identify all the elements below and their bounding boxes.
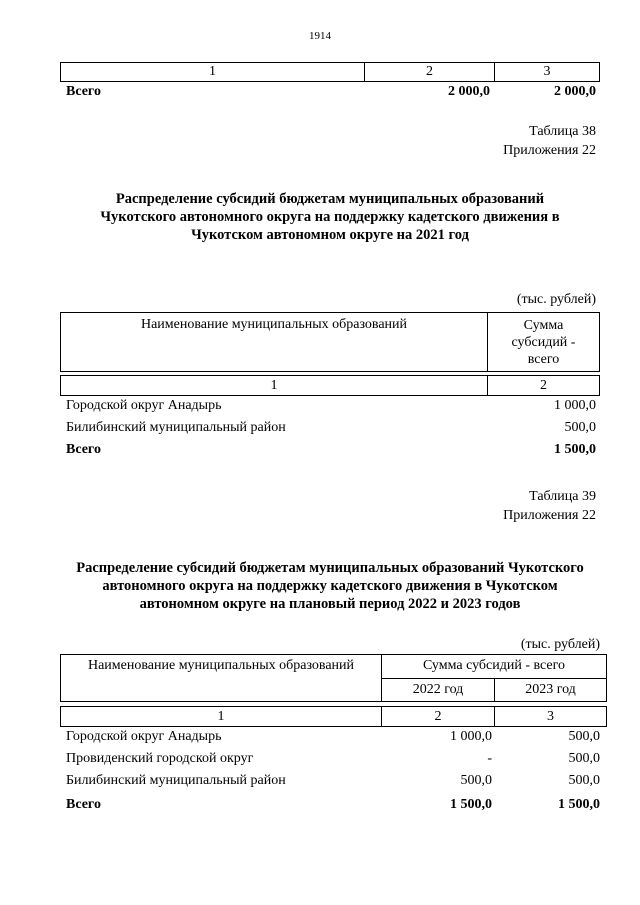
table-39-row-2-2022: - — [487, 751, 492, 766]
table-38-header-name: Наименование муниципальных образований — [60, 312, 488, 372]
table-38-row-1-name: Городской округ Анадырь — [66, 398, 222, 413]
table-38-total-label: Всего — [66, 442, 101, 457]
table-38-header-sum-line-2: субсидий - — [511, 335, 576, 350]
table-39-units: (тыс. рублей) — [520, 637, 600, 652]
table-38-units: (тыс. рублей) — [516, 292, 596, 307]
table-39-total-label: Всего — [66, 797, 101, 812]
table-39-total-2022: 1 500,0 — [450, 797, 492, 812]
table-39-row-3-name: Билибинский муниципальный район — [66, 773, 286, 788]
table-38-num-col-2: 2 — [487, 375, 600, 396]
top-table-col-2: 2 — [364, 62, 495, 82]
top-table-total-label: Всего — [66, 84, 101, 99]
top-table-total-value-2: 2 000,0 — [554, 84, 596, 99]
table-38-num-col-1: 1 — [60, 375, 488, 396]
table-38-title-line-3: Чукотском автономном округе на 2021 год — [191, 227, 469, 243]
table-39-total-2023: 1 500,0 — [558, 797, 600, 812]
table-39-header-name: Наименование муниципальных образований — [60, 654, 382, 702]
table-38-appendix: Приложения 22 — [503, 143, 596, 158]
table-39-row-3-2023: 500,0 — [568, 773, 600, 788]
table-39-header-sum: Сумма субсидий - всего — [381, 654, 607, 679]
top-table-col-3: 3 — [494, 62, 600, 82]
table-39-num-col-3: 3 — [494, 706, 607, 727]
table-38-row-1-value: 1 000,0 — [554, 398, 596, 413]
table-38-caption: Таблица 38 — [529, 124, 596, 139]
table-38-header-sum — [487, 312, 600, 372]
table-38-title-line-2: Чукотского автономного округа на поддержку кадетского движения в — [100, 209, 560, 225]
table-39-row-3-2022: 500,0 — [460, 773, 492, 788]
table-38-title-line-1: Распределение субсидий бюджетам муниципальных образований — [115, 191, 545, 207]
table-39-row-2-name: Провиденский городской округ — [66, 751, 254, 766]
table-38-total-value: 1 500,0 — [554, 442, 596, 457]
table-39-row-1-2022: 1 000,0 — [450, 729, 492, 744]
table-38-header-sum-line-3: всего — [527, 352, 560, 367]
table-39-num-col-2: 2 — [381, 706, 495, 727]
table-39-title-line-3: автономном округе на плановый период 2022 и 2023 годов — [139, 596, 521, 612]
table-39-appendix: Приложения 22 — [503, 508, 596, 523]
table-39-title-line-1: Распределение субсидий бюджетам муниципальных образований Чукотского — [76, 560, 584, 576]
table-39-num-col-1: 1 — [60, 706, 382, 727]
top-table-total-value-1: 2 000,0 — [448, 84, 490, 99]
table-38-header-sum-line-1: Сумма — [523, 318, 564, 333]
table-39-header-2023: 2023 год — [494, 678, 607, 702]
table-39-title-line-2: автономного округа на поддержку кадетского движения в Чукотском — [102, 578, 558, 594]
table-38-row-2-name: Билибинский муниципальный район — [66, 420, 286, 435]
page-number: 1914 — [309, 30, 331, 42]
table-39-caption: Таблица 39 — [529, 489, 596, 504]
top-table-col-1: 1 — [60, 62, 365, 82]
table-38-row-2-value: 500,0 — [564, 420, 596, 435]
table-39-row-2-2023: 500,0 — [568, 751, 600, 766]
table-39-row-1-2023: 500,0 — [568, 729, 600, 744]
table-39-row-1-name: Городской округ Анадырь — [66, 729, 222, 744]
table-39-header-2022: 2022 год — [381, 678, 495, 702]
